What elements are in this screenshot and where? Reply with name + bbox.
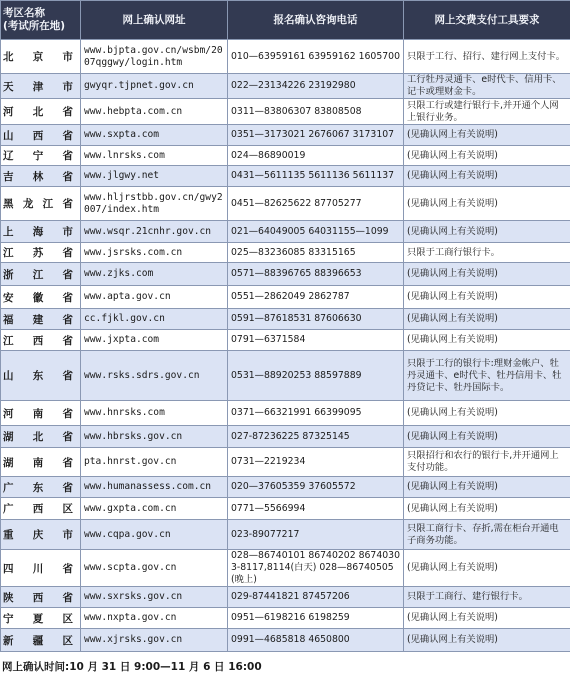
region-cell: 福 建 省 (1, 309, 81, 330)
site-cell: www.scpta.gov.cn (81, 550, 228, 587)
site-cell: www.rsks.sdrs.gov.cn (81, 351, 228, 401)
site-cell: www.cqpa.gov.cn (81, 520, 228, 550)
table-row (1, 498, 570, 520)
pay-cell: (见确认网上有关说明) (404, 187, 570, 221)
site-cell: www.humanassess.com.cn (81, 477, 228, 498)
table-row (1, 401, 570, 426)
tel-cell: 024—86890019 (228, 146, 404, 166)
region-cell: 山 东 省 (1, 351, 81, 401)
table-row (1, 74, 570, 99)
table-header (1, 1, 570, 40)
header-region-line2: (考试所在地) (3, 20, 66, 32)
header-site: 网上确认网址 (81, 1, 228, 40)
pay-cell: (见确认网上有关说明) (404, 550, 570, 587)
site-cell: www.sxpta.com (81, 125, 228, 146)
region-cell: 湖 南 省 (1, 448, 81, 477)
region-cell: 四 川 省 (1, 550, 81, 587)
pay-cell: (见确认网上有关说明) (404, 330, 570, 351)
table-row (1, 587, 570, 608)
pay-cell: (见确认网上有关说明) (404, 608, 570, 629)
pay-cell: 只限招行和农行的银行卡,并开通网上支付功能。 (404, 448, 570, 477)
pay-cell: (见确认网上有关说明) (404, 146, 570, 166)
tel-cell: 020—37605359 37605572 (228, 477, 404, 498)
region-cell: 浙 江 省 (1, 263, 81, 286)
tel-cell: 0591—87618531 87606630 (228, 309, 404, 330)
pay-cell: (见确认网上有关说明) (404, 125, 570, 146)
table-body (1, 40, 570, 652)
site-cell: www.gxpta.com.cn (81, 498, 228, 520)
table-row (1, 286, 570, 309)
tel-cell: 0431—5611135 5611136 5611137 (228, 166, 404, 187)
site-cell: www.nxpta.gov.cn (81, 608, 228, 629)
region-cell: 黑 龙 江 省 (1, 187, 81, 221)
region-cell: 陕 西 省 (1, 587, 81, 608)
region-cell: 江 西 省 (1, 330, 81, 351)
tel-cell: 023-89077217 (228, 520, 404, 550)
pay-cell: (见确认网上有关说明) (404, 286, 570, 309)
site-cell: www.apta.gov.cn (81, 286, 228, 309)
table-row (1, 99, 570, 125)
pay-cell: 只限工商行卡、存折,需在柜台开通电子商务功能。 (404, 520, 570, 550)
region-cell: 湖 北 省 (1, 426, 81, 448)
pay-cell: 只限于工行的银行卡:理财金帐户、牡丹灵通卡、e时代卡、牡丹信用卡、牡丹贷记卡、牡丹国际卡。 (404, 351, 570, 401)
pay-cell: (见确认网上有关说明) (404, 629, 570, 652)
confirmation-time-note: 网上确认时间:10 月 31 日 9:00—11 月 6 日 16:00 (2, 661, 262, 673)
region-cell: 天 津 市 (1, 74, 81, 99)
site-cell: www.sxrsks.gov.cn (81, 587, 228, 608)
table-row (1, 520, 570, 550)
site-cell: www.jxpta.com (81, 330, 228, 351)
header-region-line1: 考区名称 (3, 7, 45, 19)
region-cell: 重 庆 市 (1, 520, 81, 550)
site-cell: www.hnrsks.com (81, 401, 228, 426)
table-row (1, 309, 570, 330)
site-cell: www.zjks.com (81, 263, 228, 286)
site-cell: www.hbrsks.gov.cn (81, 426, 228, 448)
table-row (1, 448, 570, 477)
tel-cell: 0351—3173021 2676067 3173107 (228, 125, 404, 146)
region-cell: 广 西 区 (1, 498, 81, 520)
region-cell: 辽 宁 省 (1, 146, 81, 166)
region-cell: 北 京 市 (1, 40, 81, 74)
region-cell: 吉 林 省 (1, 166, 81, 187)
region-cell: 上 海 市 (1, 221, 81, 243)
site-cell: www.wsqr.21cnhr.gov.cn (81, 221, 228, 243)
tel-cell: 029-87441821 87457206 (228, 587, 404, 608)
table-row (1, 125, 570, 146)
tel-cell: 0451—82625622 87705277 (228, 187, 404, 221)
table-row (1, 330, 570, 351)
table-row (1, 550, 570, 587)
table-row (1, 40, 570, 74)
table-row (1, 263, 570, 286)
pay-cell: (见确认网上有关说明) (404, 309, 570, 330)
header-pay: 网上交费支付工具要求 (404, 1, 570, 40)
tel-cell: 021—64049005 64031155—1099 (228, 221, 404, 243)
table-row (1, 608, 570, 629)
region-cell: 江 苏 省 (1, 243, 81, 263)
header-region (1, 1, 81, 40)
tel-cell: 0371—66321991 66399095 (228, 401, 404, 426)
tel-cell: 022—23134226 23192980 (228, 74, 404, 99)
table-row (1, 187, 570, 221)
region-cell: 新 疆 区 (1, 629, 81, 652)
tel-cell: 0551—2862049 2862787 (228, 286, 404, 309)
tel-cell: 0951—6198216 6198259 (228, 608, 404, 629)
tel-cell: 0571—88396765 88396653 (228, 263, 404, 286)
region-cell: 河 南 省 (1, 401, 81, 426)
region-cell: 宁 夏 区 (1, 608, 81, 629)
site-cell: cc.fjkl.gov.cn (81, 309, 228, 330)
site-cell: gwyqr.tjpnet.gov.cn (81, 74, 228, 99)
table-row (1, 629, 570, 652)
table-row (1, 477, 570, 498)
table-row (1, 243, 570, 263)
site-cell: www.jlgwy.net (81, 166, 228, 187)
pay-cell: (见确认网上有关说明) (404, 221, 570, 243)
site-cell: www.hljrstbb.gov.cn/gwy2007/index.htm (81, 187, 228, 221)
pay-cell: (见确认网上有关说明) (404, 263, 570, 286)
tel-cell: 027-87236225 87325145 (228, 426, 404, 448)
table-row (1, 221, 570, 243)
tel-cell: 0991—4685818 4650800 (228, 629, 404, 652)
pay-cell: (见确认网上有关说明) (404, 401, 570, 426)
pay-cell: (见确认网上有关说明) (404, 166, 570, 187)
tel-cell: 0311—83806307 83808508 (228, 99, 404, 125)
site-cell: www.jsrsks.com.cn (81, 243, 228, 263)
site-cell: www.hebpta.com.cn (81, 99, 228, 125)
tel-cell: 025—83236085 83315165 (228, 243, 404, 263)
pay-cell: 工行牡丹灵通卡、e时代卡、信用卡、记卡或理财金卡。 (404, 74, 570, 99)
pay-cell: 只限于工商行、建行银行卡。 (404, 587, 570, 608)
region-cell: 河 北 省 (1, 99, 81, 125)
table-row (1, 166, 570, 187)
region-cell: 山 西 省 (1, 125, 81, 146)
tel-cell: 0771—5566994 (228, 498, 404, 520)
pay-cell: 只限于工商行银行卡。 (404, 243, 570, 263)
tel-cell: 0791—6371584 (228, 330, 404, 351)
table-row (1, 351, 570, 401)
pay-cell: 只限于工行、招行、建行网上支付卡。 (404, 40, 570, 74)
site-cell: www.lnrsks.com (81, 146, 228, 166)
tel-cell: 0731—2219234 (228, 448, 404, 477)
tel-cell: 0531—88920253 88597889 (228, 351, 404, 401)
pay-cell: (见确认网上有关说明) (404, 477, 570, 498)
tel-cell: 028—86740101 86740202 86740303-8117,8114(白天) 028—86740505(晚上) (228, 550, 404, 587)
table-row (1, 426, 570, 448)
region-cell: 安 徽 省 (1, 286, 81, 309)
pay-cell: (见确认网上有关说明) (404, 426, 570, 448)
pay-cell: 只限工行或建行银行卡,并开通个人网上银行业务。 (404, 99, 570, 125)
tel-cell: 010—63959161 63959162 1605700 (228, 40, 404, 74)
site-cell: www.bjpta.gov.cn/wsbm/2007qggwy/login.htm (81, 40, 228, 74)
table-row (1, 146, 570, 166)
site-cell: pta.hnrst.gov.cn (81, 448, 228, 477)
site-cell: www.xjrsks.gov.cn (81, 629, 228, 652)
header-tel: 报名确认咨询电话 (228, 1, 404, 40)
region-cell: 广 东 省 (1, 477, 81, 498)
pay-cell: (见确认网上有关说明) (404, 498, 570, 520)
